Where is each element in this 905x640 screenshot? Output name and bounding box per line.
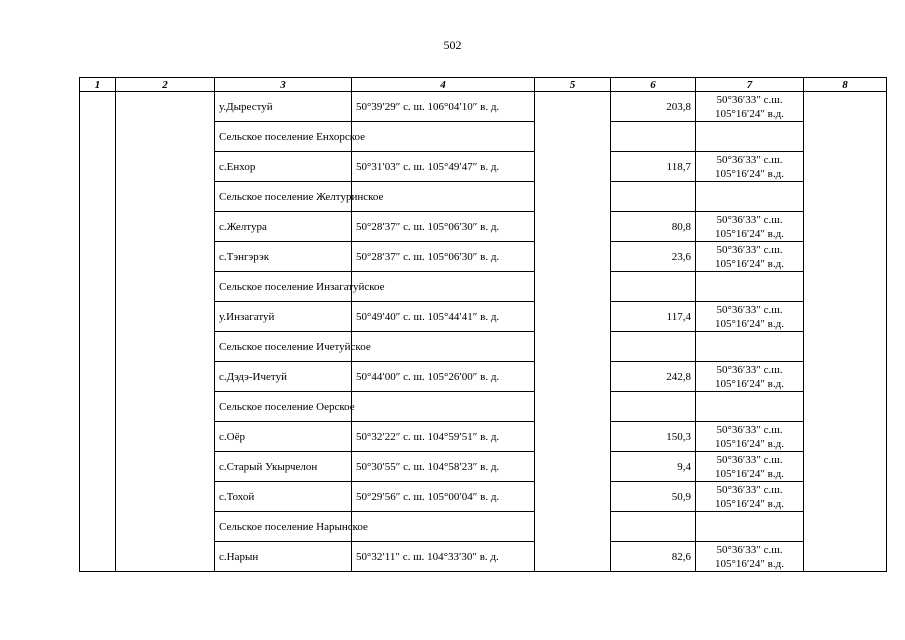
- center-coordinates: [696, 152, 804, 182]
- center-longitude: 105°16′24″ в.д.: [715, 497, 784, 510]
- header-row: [80, 78, 887, 92]
- column-header-6: 6: [611, 78, 696, 92]
- center-longitude: 105°16′24″ в.д.: [715, 257, 784, 270]
- center-latitude: 50°36′33″ с.ш.: [716, 93, 783, 106]
- settlement-name: Сельское поселение Инзагатуйское: [215, 272, 352, 302]
- settlement-name: Сельское поселение Ичетуйское: [215, 332, 352, 362]
- center-longitude: 105°16′24″ в.д.: [715, 107, 784, 120]
- col8-blank: [804, 92, 887, 572]
- center-latitude: 50°36′33″ с.ш.: [716, 213, 783, 226]
- settlement-coordinates: 50°31′03″ с. ш. 105°49′47″ в. д.: [352, 152, 535, 182]
- settlement-name: с.Тохой: [215, 482, 352, 512]
- center-coordinates: [696, 302, 804, 332]
- col2-blank: [116, 92, 215, 572]
- distance-value: 242,8: [611, 362, 696, 392]
- center-longitude: 105°16′24″ в.д.: [715, 227, 784, 240]
- center-latitude: 50°36′33″ с.ш.: [716, 423, 783, 436]
- center-latitude: 50°36′33″ с.ш.: [716, 363, 783, 376]
- settlement-name: с.Тэнгэрэк: [215, 242, 352, 272]
- column-header-3: 3: [215, 78, 352, 92]
- settlement-coordinates: [352, 332, 535, 362]
- center-longitude: 105°16′24″ в.д.: [715, 377, 784, 390]
- settlements-table: [79, 77, 887, 572]
- settlement-coordinates: 50°32′22″ с. ш. 104°59′51″ в. д.: [352, 422, 535, 452]
- column-header-7: 7: [696, 78, 804, 92]
- center-longitude: 105°16′24″ в.д.: [715, 467, 784, 480]
- distance-value: 50,9: [611, 482, 696, 512]
- center-coordinates: [696, 362, 804, 392]
- page-number: 502: [443, 38, 462, 52]
- settlement-coordinates: 50°49′40″ с. ш. 105°44′41″ в. д.: [352, 302, 535, 332]
- settlement-name: Сельское поселение Оерское: [215, 392, 352, 422]
- distance-value: 203,8: [611, 92, 696, 122]
- center-longitude: 105°16′24″ в.д.: [715, 557, 784, 570]
- column-header-2: 2: [116, 78, 215, 92]
- settlement-coordinates: 50°32′11″ с. ш. 104°33′30″ в. д.: [352, 542, 535, 572]
- center-coordinates: [696, 92, 804, 122]
- distance-value: 150,3: [611, 422, 696, 452]
- center-latitude: 50°36′33″ с.ш.: [716, 153, 783, 166]
- distance-value: [611, 182, 696, 212]
- distance-value: [611, 332, 696, 362]
- distance-value: 117,4: [611, 302, 696, 332]
- distance-value: 80,8: [611, 212, 696, 242]
- distance-value: 23,6: [611, 242, 696, 272]
- column-header-8: 8: [804, 78, 887, 92]
- settlement-coordinates: 50°39′29″ с. ш. 106°04′10″ в. д.: [352, 92, 535, 122]
- table-body: [80, 92, 887, 572]
- column-header-5: 5: [535, 78, 611, 92]
- settlement-coordinates: 50°28′37″ с. ш. 105°06′30″ в. д.: [352, 212, 535, 242]
- center-coordinates: [696, 122, 804, 152]
- settlement-name: Сельское поселение Нарынское: [215, 512, 352, 542]
- settlement-coordinates: [352, 122, 535, 152]
- col5-blank: [535, 92, 611, 572]
- settlement-coordinates: [352, 392, 535, 422]
- center-coordinates: [696, 272, 804, 302]
- column-header-4: 4: [352, 78, 535, 92]
- center-coordinates: [696, 332, 804, 362]
- table-row: [80, 92, 887, 122]
- distance-value: 82,6: [611, 542, 696, 572]
- center-coordinates: [696, 482, 804, 512]
- settlement-name: у.Дырестуй: [215, 92, 352, 122]
- settlement-name: Сельское поселение Желтуринское: [215, 182, 352, 212]
- settlement-name: с.Оёр: [215, 422, 352, 452]
- settlement-coordinates: 50°44′00″ с. ш. 105°26′00″ в. д.: [352, 362, 535, 392]
- center-latitude: 50°36′33″ с.ш.: [716, 453, 783, 466]
- center-latitude: 50°36′33″ с.ш.: [716, 543, 783, 556]
- center-coordinates: [696, 242, 804, 272]
- center-longitude: 105°16′24″ в.д.: [715, 437, 784, 450]
- center-coordinates: [696, 542, 804, 572]
- center-coordinates: [696, 212, 804, 242]
- distance-value: [611, 392, 696, 422]
- center-longitude: 105°16′24″ в.д.: [715, 317, 784, 330]
- settlement-name: у.Инзагатуй: [215, 302, 352, 332]
- center-coordinates: [696, 452, 804, 482]
- distance-value: [611, 122, 696, 152]
- distance-value: 118,7: [611, 152, 696, 182]
- col1-blank: [80, 92, 116, 572]
- settlement-coordinates: 50°30′55″ с. ш. 104°58′23″ в. д.: [352, 452, 535, 482]
- settlement-name: с.Старый Укырчелон: [215, 452, 352, 482]
- settlement-name: с.Енхор: [215, 152, 352, 182]
- distance-value: [611, 512, 696, 542]
- settlement-coordinates: [352, 512, 535, 542]
- settlement-name: с.Желтура: [215, 212, 352, 242]
- distance-value: [611, 272, 696, 302]
- settlement-coordinates: 50°29′56″ с. ш. 105°00′04″ в. д.: [352, 482, 535, 512]
- settlement-name: с.Дэдэ-Ичетуй: [215, 362, 352, 392]
- center-coordinates: [696, 392, 804, 422]
- center-latitude: 50°36′33″ с.ш.: [716, 483, 783, 496]
- center-coordinates: [696, 422, 804, 452]
- center-latitude: 50°36′33″ с.ш.: [716, 303, 783, 316]
- center-latitude: 50°36′33″ с.ш.: [716, 243, 783, 256]
- center-coordinates: [696, 182, 804, 212]
- center-longitude: 105°16′24″ в.д.: [715, 167, 784, 180]
- column-header-1: 1: [80, 78, 116, 92]
- distance-value: 9,4: [611, 452, 696, 482]
- settlement-name: Сельское поселение Енхорское: [215, 122, 352, 152]
- center-coordinates: [696, 512, 804, 542]
- settlement-coordinates: 50°28′37″ с. ш. 105°06′30″ в. д.: [352, 242, 535, 272]
- settlement-name: с.Нарын: [215, 542, 352, 572]
